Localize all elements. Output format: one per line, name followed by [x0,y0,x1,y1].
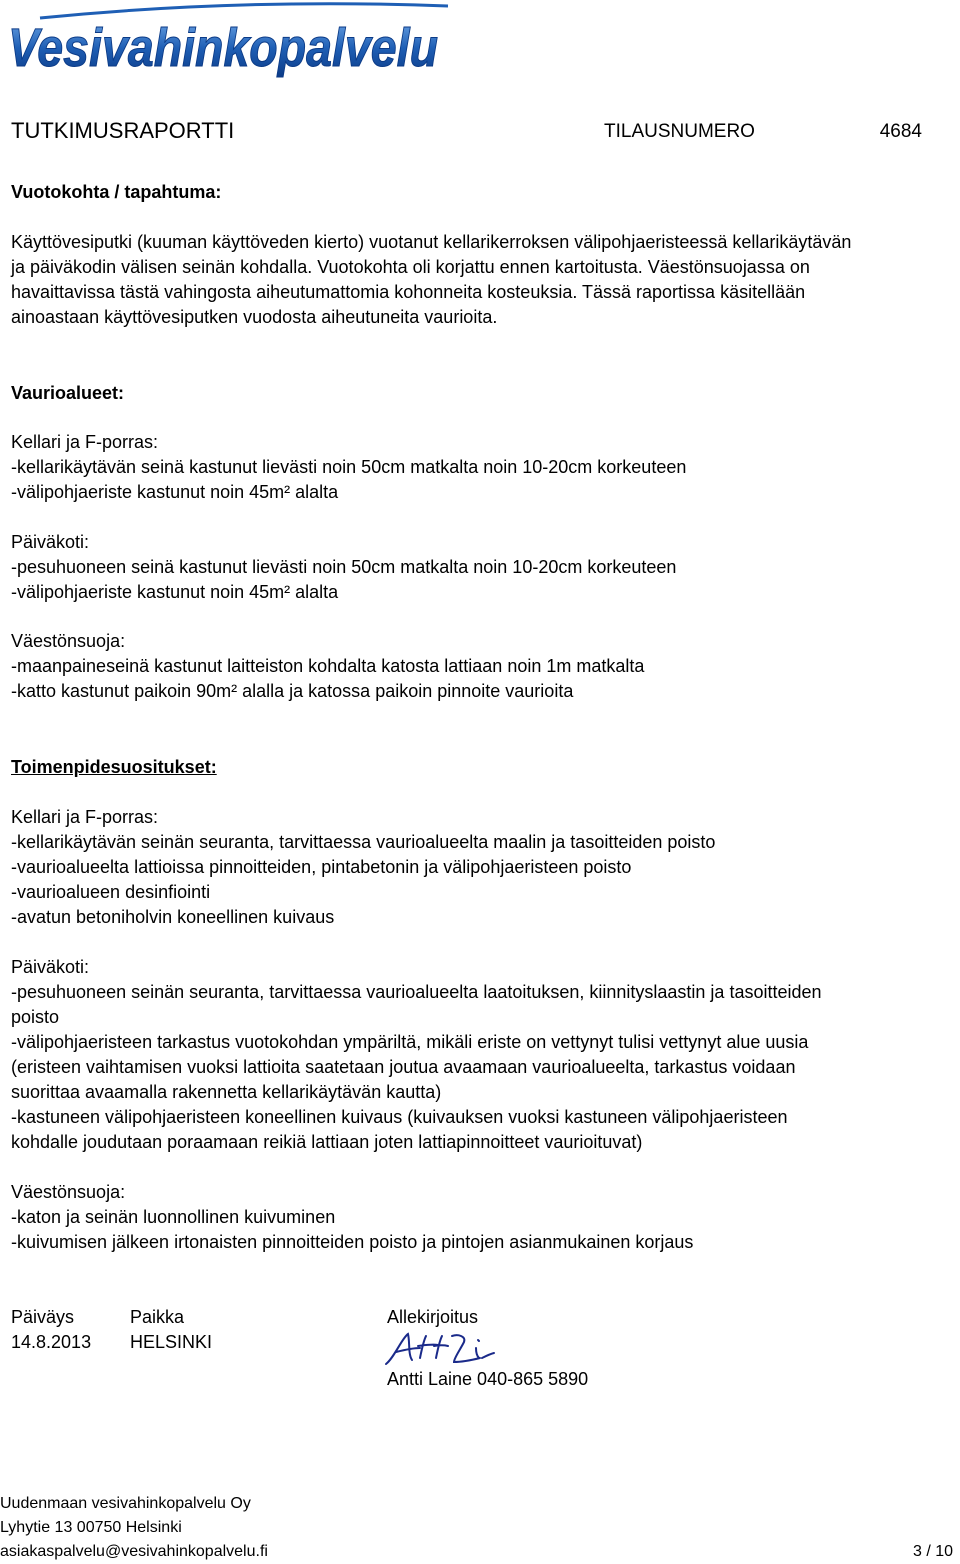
list-item: -välipohjaeriste kastunut noin 45m² alalta [11,482,339,502]
company-logo [0,0,460,86]
leak-section [11,180,951,205]
damage-subsection [11,530,951,605]
subsection-title: Kellari ja F-porras: [11,807,159,827]
damage-subsection [11,430,951,505]
handwritten-signature [382,1328,502,1372]
list-item: suorittaa avaamalla rakennetta kellarikäytävän kautta) [11,1082,442,1102]
list-item: (eristeen vaihtamisen vuoksi lattioita saatetaan joutua avaamaan vaurioalueelta, tarkastus voidaan [11,1057,796,1077]
report-title: TUTKIMUSRAPORTTI [11,118,235,143]
list-item: -pesuhuoneen seinän seuranta, tarvittaessa vaurioalueelta laatoituksen, kiinnityslaastin ja tasoitteiden [11,982,822,1002]
damage-heading: Vaurioalueet: [11,383,125,403]
actions-subsection [11,1180,951,1255]
subsection-title: Päiväkoti: [11,957,90,977]
list-item: -välipohjaeristeen tarkastus vuotokohdan ympäriltä, mikäli eriste on vettynyt tulisi vettynyt alue uusia [11,1032,809,1052]
actions-subsection [11,955,951,1155]
list-item: -avatun betoniholvin koneellinen kuivaus [11,907,335,927]
place-value: HELSINKI [130,1332,213,1352]
footer-address: Lyhytie 13 00750 Helsinki [0,1519,182,1536]
place-label: Paikka [130,1307,185,1327]
leak-line: havaittavissa tästä vahingosta aiheutumattomia kohonneita kosteuksia. Tässä raportissa käsitellään [11,282,806,302]
footer-email: asiakaspalvelu@vesivahinkopalvelu.fi [0,1543,268,1560]
list-item: -välipohjaeriste kastunut noin 45m² alalta [11,582,339,602]
list-item: -vaurioalueelta lattioissa pinnoitteiden, pintabetonin ja välipohjaeristeen poisto [11,857,632,877]
subsection-title: Päiväkoti: [11,532,90,552]
damage-subsection [11,629,951,704]
list-item: -vaurioalueen desinfiointi [11,882,211,902]
list-item: kohdalle joudutaan poraamaan reikiä lattiaan joten lattiapinnoitteet vaurioituvat) [11,1132,643,1152]
leak-line: Käyttövesiputki (kuuman käyttöveden kierto) vuotanut kellarikerroksen välipohjaeristeessä kellarikäytävän [11,232,852,252]
leak-heading: Vuotokohta / tapahtuma: [11,182,222,202]
list-item: -kellarikäytävän seinä kastunut lievästi noin 50cm matkalta noin 10-20cm korkeuteen [11,457,687,477]
report-header [11,118,922,148]
leak-description [11,230,951,330]
subsection-title: Väestönsuoja: [11,631,126,651]
order-number-label: TILAUSNUMERO [604,121,755,142]
page-number: 3 / 10 [912,1543,953,1560]
actions-heading: Toimenpidesuositukset: [11,757,217,777]
list-item: -katto kastunut paikoin 90m² alalla ja katossa paikoin pinnoite vaurioita [11,681,574,701]
list-item: -maanpaineseinä kastunut laitteiston kohdalta katosta lattiaan noin 1m matkalta [11,656,645,676]
date-label: Päiväys [11,1307,75,1327]
list-item: -pesuhuoneen seinä kastunut lievästi noin 50cm matkalta noin 10-20cm korkeuteen [11,557,677,577]
date-value: 14.8.2013 [11,1332,92,1352]
subsection-title: Kellari ja F-porras: [11,432,159,452]
list-item: -kellarikäytävän seinän seuranta, tarvittaessa vaurioalueelta maalin ja tasoitteiden poisto [11,832,716,852]
order-number: 4684 [879,121,922,142]
footer-company: Uudenmaan vesivahinkopalvelu Oy [0,1495,251,1512]
signer-name: Antti Laine 040-865 5890 [387,1369,589,1389]
actions-section [11,755,951,780]
damage-section [11,381,951,406]
actions-subsection [11,805,951,930]
leak-line: ja päiväkodin välisen seinän kohdalla. Vuotokohta oli korjattu ennen kartoitusta. Väestönsuojassa on [11,257,810,277]
list-item: -kastuneen välipohjaeristeen koneellinen kuivaus (kuivauksen vuoksi kastuneen välipohjaeristeen [11,1107,788,1127]
list-item: poisto [11,1007,60,1027]
signature-label: Allekirjoitus [387,1307,479,1327]
svg-text:Vesivahinkopalvelu: Vesivahinkopalvelu [8,18,439,78]
leak-line: ainoastaan käyttövesiputken vuodosta aiheutuneita vaurioita. [11,307,498,327]
subsection-title: Väestönsuoja: [11,1182,126,1202]
list-item: -kuivumisen jälkeen irtonaisten pinnoitteiden poisto ja pintojen asianmukainen korjaus [11,1232,694,1252]
list-item: -katon ja seinän luonnollinen kuivuminen [11,1207,336,1227]
